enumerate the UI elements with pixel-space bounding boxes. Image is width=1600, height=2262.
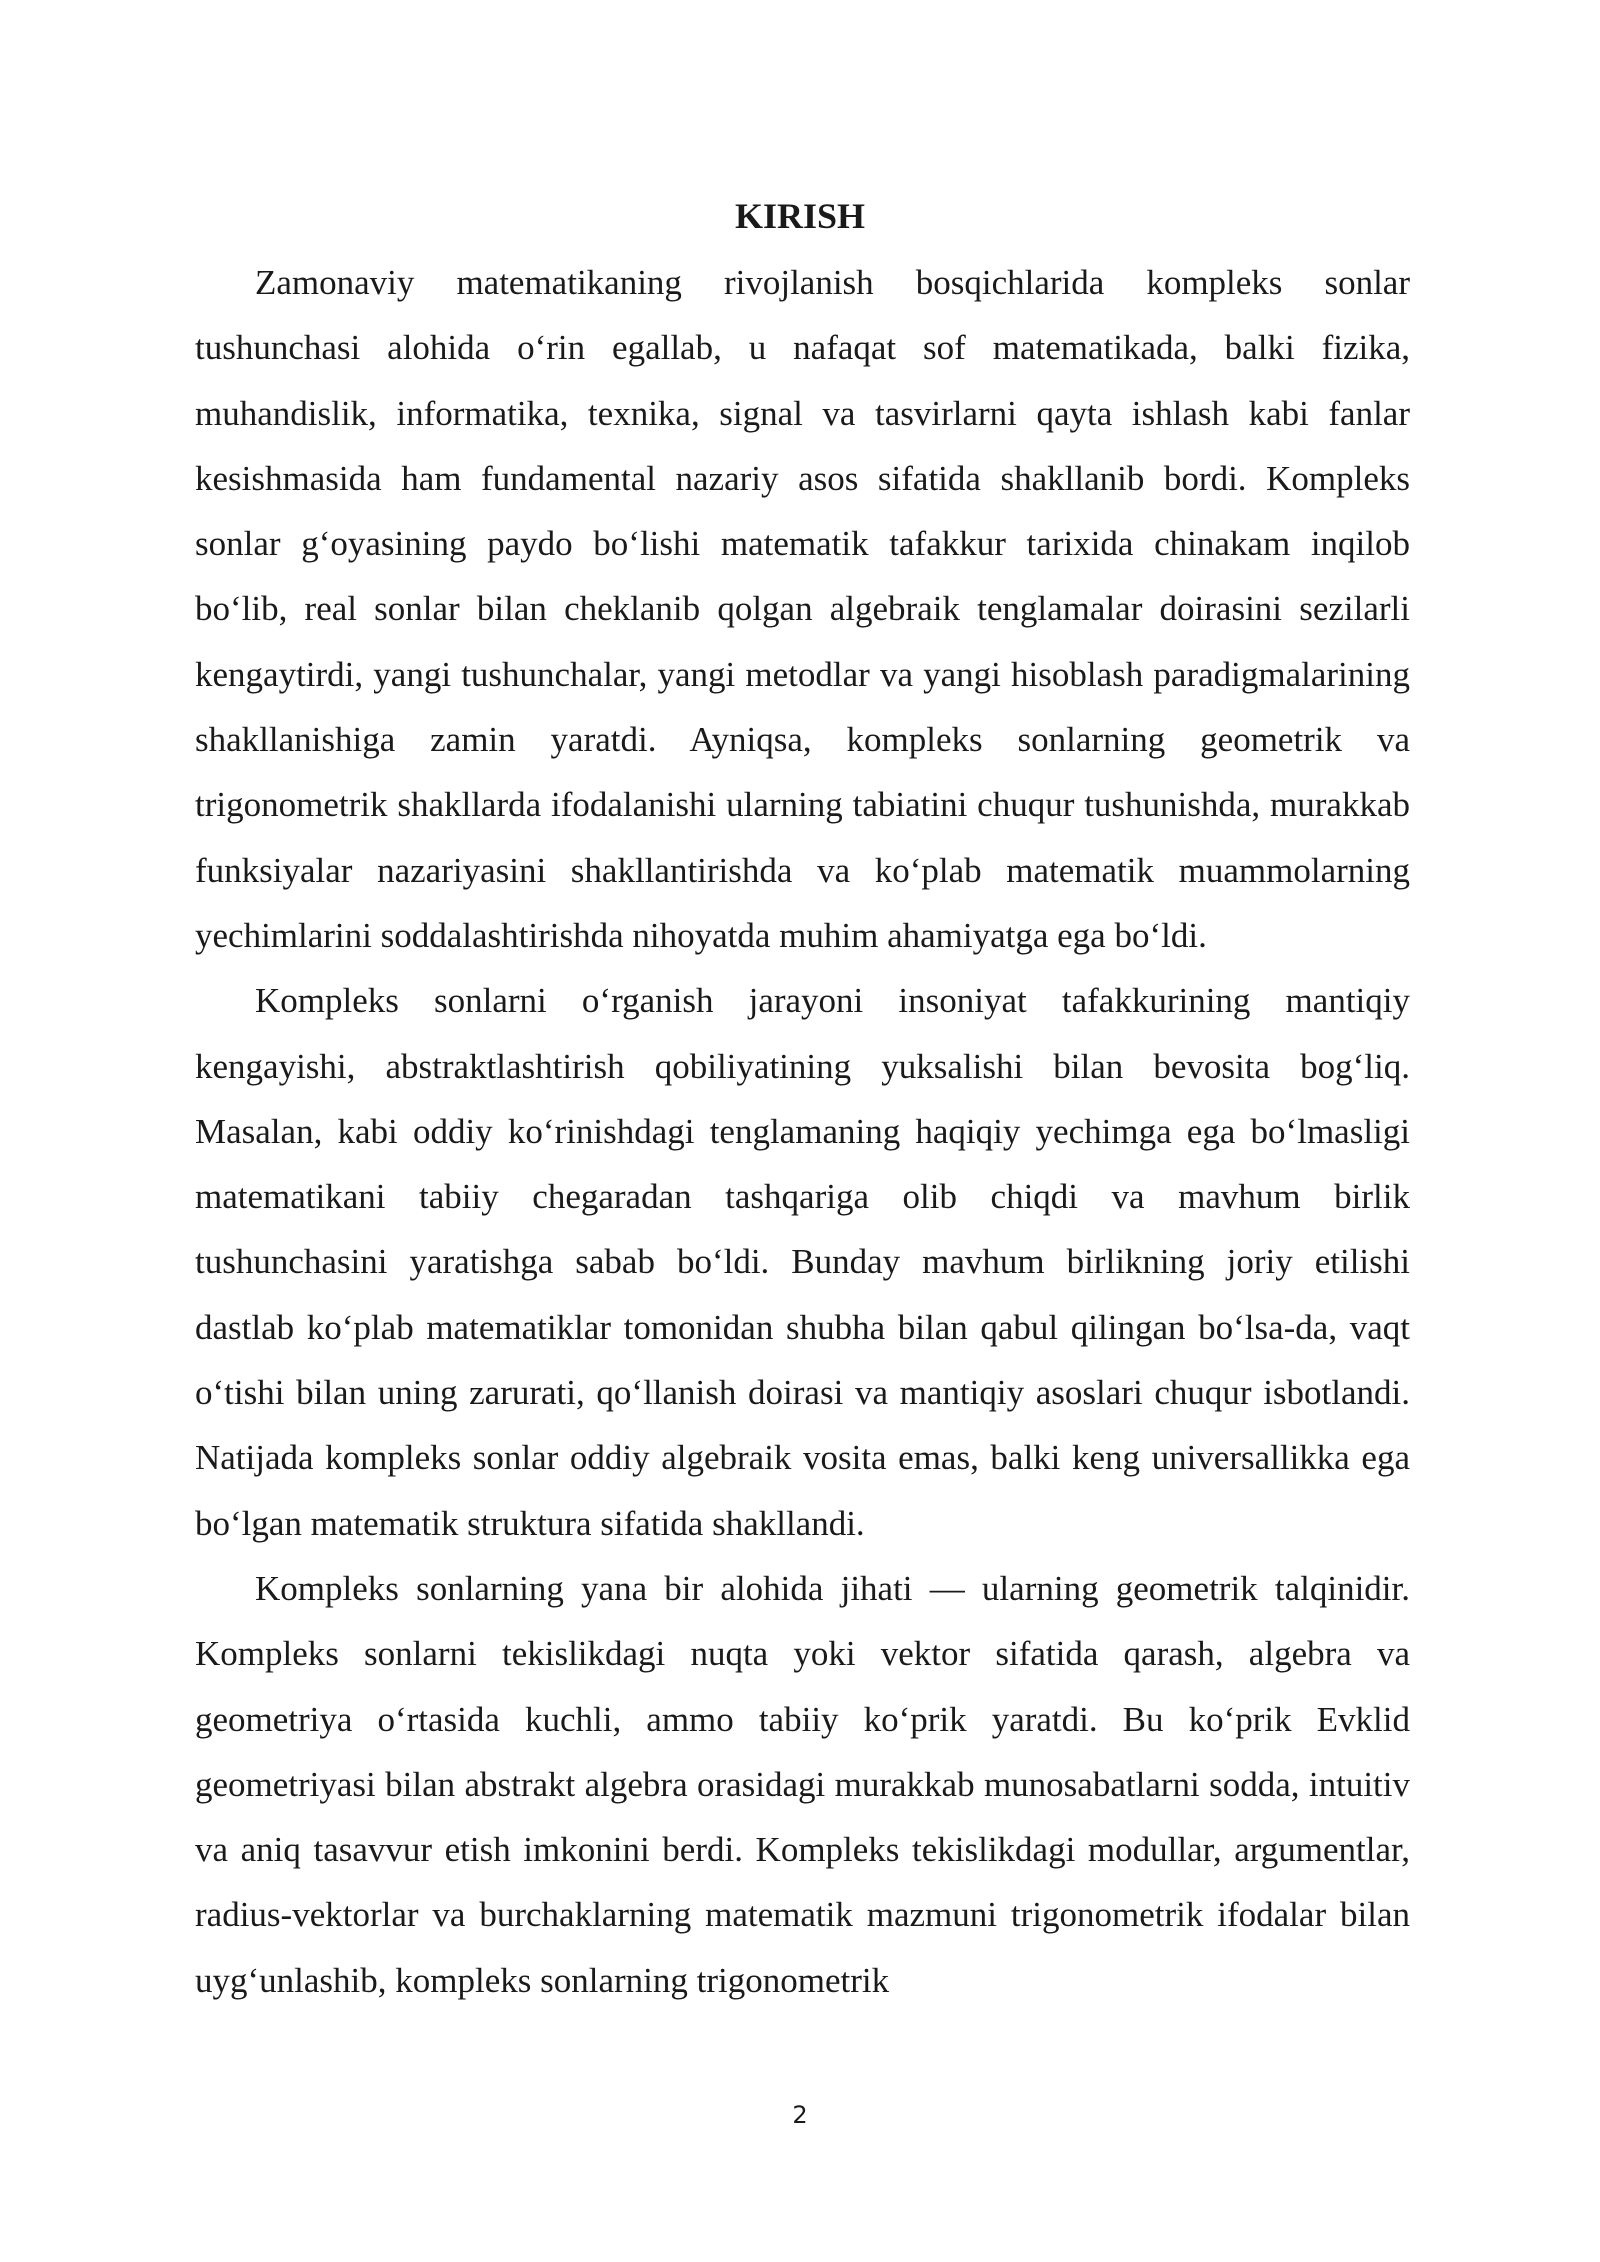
page-number: 2 xyxy=(792,2101,808,2129)
document-body xyxy=(195,250,1410,2013)
paragraph: Kompleks sonlarni o‘rganish jarayoni insoniyat tafakkurining mantiqiy kengayishi, abstraktlashtirish qobiliyatining yuksalishi bilan bevosita bog‘liq. Masalan, kabi oddiy ko‘rinishdagi tenglamaning haqiqiy yechimga ega bo‘lmasligi matematikani tabiiy chegaradan tashqariga olib chiqdi va mavhum birlik tushunchasini yaratishga sabab bo‘ldi. Bunday mavhum birlikning joriy etilishi dastlab ko‘plab matematiklar tomonidan shubha bilan qabul qilingan bo‘lsa-da, vaqt o‘tishi bilan uning zarurati, qo‘llanish doirasi va mantiqiy asoslari chuqur isbotlandi. Natijada kompleks sonlar oddiy algebraik vosita emas, balki keng universallikka ega bo‘lgan matematik struktura sifatida shakllandi. xyxy=(195,981,1410,1543)
paragraph: Kompleks sonlarning yana bir alohida jihati — ularning geometrik talqinidir. Kompleks sonlarni tekislikdagi nuqta yoki vektor sifatida qarash, algebra va geometriya o‘rtasida kuchli, ammo tabiiy ko‘prik yaratdi. Bu ko‘prik Evklid geometriyasi bilan abstrakt algebra orasidagi murakkab munosabatlarni sodda, intuitiv va aniq tasavvur etish imkonini berdi. Kompleks tekislikdagi modullar, argumentlar, radius-vektorlar va burchaklarning matematik mazmuni trigonometrik ifodalar bilan uyg‘unlashib, kompleks sonlarning trigonometrik xyxy=(195,1568,1410,2000)
page-title: KIRISH xyxy=(734,196,866,236)
paragraph: Zamonaviy matematikaning rivojlanish bosqichlarida kompleks sonlar tushunchasi alohida o‘rin egallab, u nafaqat sof matematikada, balki fizika, muhandislik, informatika, texnika, signal va tasvirlarni qayta ishlash kabi fanlar kesishmasida ham fundamental nazariy asos sifatida shakllanib bordi. Kompleks sonlar g‘oyasining paydo bo‘lishi matematik tafakkur tarixida chinakam inqilob bo‘lib, real sonlar bilan cheklanib qolgan algebraik tenglamalar doirasini sezilarli kengaytirdi, yangi tushunchalar, yangi metodlar va yangi hisoblash paradigmalarining shakllanishiga zamin yaratdi. Ayniqsa, kompleks sonlarning geometrik va trigonometrik shakllarda ifodalanishi ularning tabiatini chuqur tushunishda, murakkab funksiyalar nazariyasini shakllantirishda va ko‘plab matematik muammolarning yechimlarini soddalashtirishda nihoyatda muhim ahamiyatga ega bo‘ldi. xyxy=(195,263,1410,955)
